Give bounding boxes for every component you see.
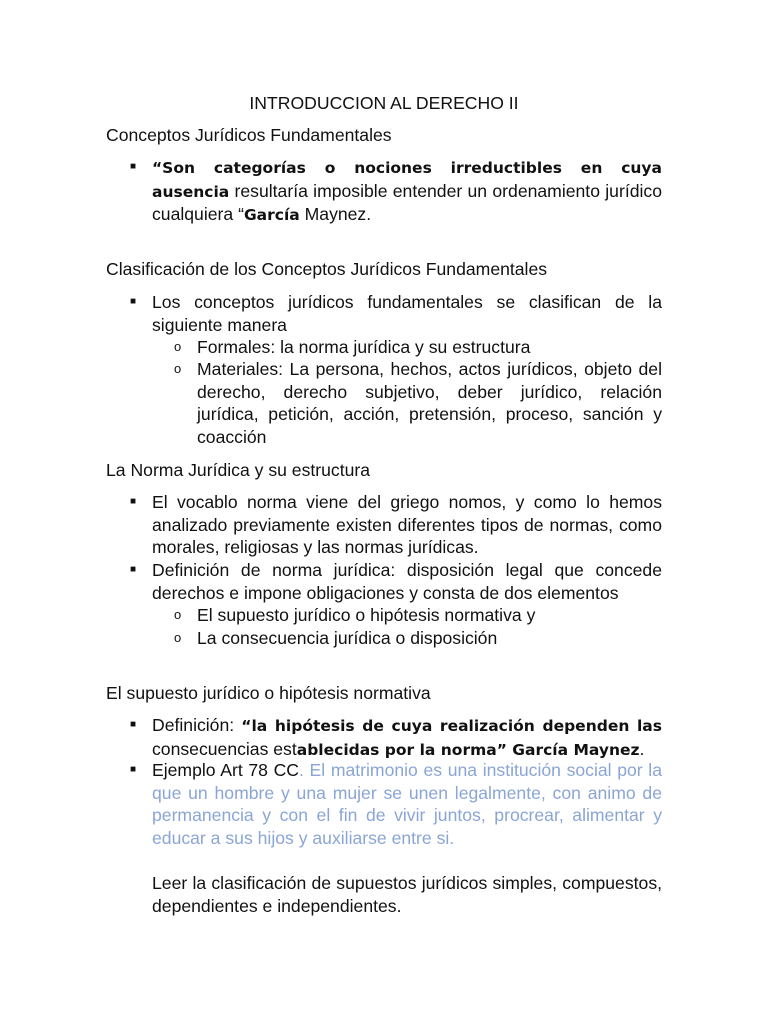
sub-bullet-circle-icon: o [174, 630, 182, 645]
ejemplo-period: . [299, 760, 304, 780]
bullet-definicion-hipotesis [152, 714, 662, 761]
bullet-square-icon: ■ [130, 564, 137, 575]
section-heading-norma: La Norma Jurídica y su estructura [106, 460, 371, 480]
quote-bold-text: “Son categorías o nociones irreductibles en cuya ausencia [152, 159, 662, 201]
author-text: Maynez. [299, 204, 372, 225]
document-title: INTRODUCCION AL DERECHO II [249, 93, 519, 113]
bullet-ejemplo-art78 [152, 759, 662, 849]
author-bold-text: ablecidas por la norma” García Maynez [296, 740, 640, 759]
bullet-vocablo-norma: El vocablo norma viene del griego nomos, y como lo hemos analizado previamente existen diferentes tipos de normas, como morales, religiosas y las normas jurídicas. [152, 492, 662, 558]
reading-note: Leer la clasificación de supuestos jurídicos simples, compuestos, dependientes e independientes. [152, 873, 662, 916]
bullet-square-icon: ■ [130, 161, 137, 172]
sub-item-formales: Formales: la norma jurídica y su estructura [197, 337, 531, 357]
period-text: . [639, 738, 645, 759]
bullet-definicion-conceptos [152, 156, 662, 227]
ejemplo-label: Ejemplo Art 78 CC [152, 760, 299, 780]
definicion-label: Definición: [152, 715, 242, 735]
sub-bullet-circle-icon: o [174, 607, 182, 622]
section-heading-clasificacion: Clasificación de los Conceptos Jurídicos Fundamentales [106, 259, 548, 279]
sub-item-materiales: Materiales: La persona, hechos, actos jurídicos, objeto del derecho, derecho subjetivo, deber jurídico, relación jurídica, petición, acción, pretensión, proceso, sanción y coacción [197, 359, 662, 447]
author-bold-text: García [243, 206, 300, 225]
sub-item-supuesto: El supuesto jurídico o hipótesis normativa y [197, 605, 536, 625]
bullet-square-icon: ■ [130, 496, 137, 507]
bullet-definicion-norma: Definición de norma jurídica: disposición legal que concede derechos e impone obligaciones y consta de dos elementos [152, 560, 662, 603]
bullet-square-icon: ■ [130, 764, 137, 775]
consecuencias-text: consecuencias est [152, 738, 297, 759]
section-heading-supuesto: El supuesto jurídico o hipótesis normativa [106, 683, 431, 703]
bullet-square-icon: ■ [130, 296, 137, 307]
quote-text: resultaría imposible entender un ordenamiento jurídico cualquiera “ [152, 180, 662, 225]
sub-item-consecuencia: La consecuencia jurídica o disposición [197, 628, 498, 648]
matrimonio-definition-text: El matrimonio es una institución social por la que un hombre y una mujer se unen legalmente, con animo de permanencia y con el fin de vivir juntos, procrear, alimentar y educar a sus hijos y auxiliarse entre si. [152, 760, 662, 848]
quote-bold-text: “la hipótesis de cuya realización dependen las [241, 717, 662, 735]
bullet-square-icon: ■ [130, 719, 137, 730]
bullet-clasificacion: Los conceptos jurídicos fundamentales se clasifican de la siguiente manera [152, 292, 662, 335]
sub-bullet-circle-icon: o [174, 339, 182, 354]
sub-bullet-circle-icon: o [174, 361, 182, 376]
section-heading-conceptos: Conceptos Jurídicos Fundamentales [106, 125, 392, 145]
